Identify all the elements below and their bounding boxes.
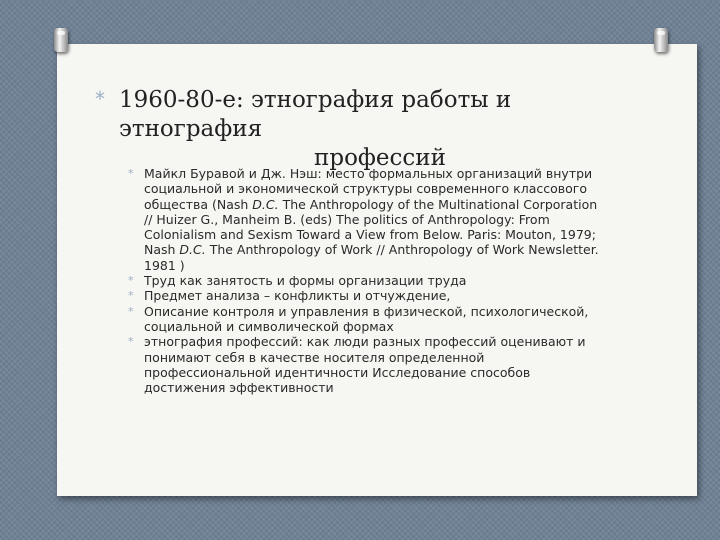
list-item	[128, 166, 608, 273]
title-line-2: профессий	[314, 145, 446, 171]
item-text: этнография профессий: как люди разных профессий оценивают и понимают себя в качестве носителя определенной профессиональной идентичности Исследование способов достижения эффективности	[144, 334, 586, 396]
item-text: Труд как занятость и формы организации труда	[144, 273, 467, 289]
item-text: Предмет анализа – конфликты и отчуждение,	[144, 288, 451, 304]
bullet-icon: *	[128, 304, 134, 318]
list-item	[128, 288, 608, 303]
pushpin-icon	[654, 28, 668, 52]
bullet-list	[128, 166, 608, 395]
item-text: The Anthropology of Work // Anthropology of Work Newsletter. 1981 )	[144, 242, 599, 273]
item-text: Майкл Буравой и Дж. Нэш: место формальных организаций внутри социальной и экономической структуры современного классового общества (Nash	[144, 166, 593, 212]
bullet-icon: *	[128, 335, 134, 349]
item-text-italic: D.C.	[252, 196, 279, 212]
slide-title	[95, 86, 655, 173]
list-item	[128, 304, 608, 335]
title-line-1: 1960-80-е: этнография работы и этнография	[119, 87, 512, 142]
item-text: Описание контроля и управления в физической, психологической, социальной и символической формах	[144, 303, 589, 334]
list-item	[128, 273, 608, 288]
pushpin-icon	[54, 28, 68, 52]
bullet-icon: *	[128, 289, 134, 303]
bullet-icon: *	[128, 274, 134, 288]
title-bullet-icon: *	[95, 87, 105, 111]
bullet-icon: *	[128, 167, 134, 180]
item-text-italic: D.C.	[179, 242, 206, 258]
list-item	[128, 334, 608, 395]
item-text: The Anthropology of the Multinational Corporation // Huizer G., Manheim B. (eds) The politics of Anthropology: From Colonialism and Sexism Toward a View from Below. Paris: Mouton, 1979; Nash	[144, 196, 598, 258]
